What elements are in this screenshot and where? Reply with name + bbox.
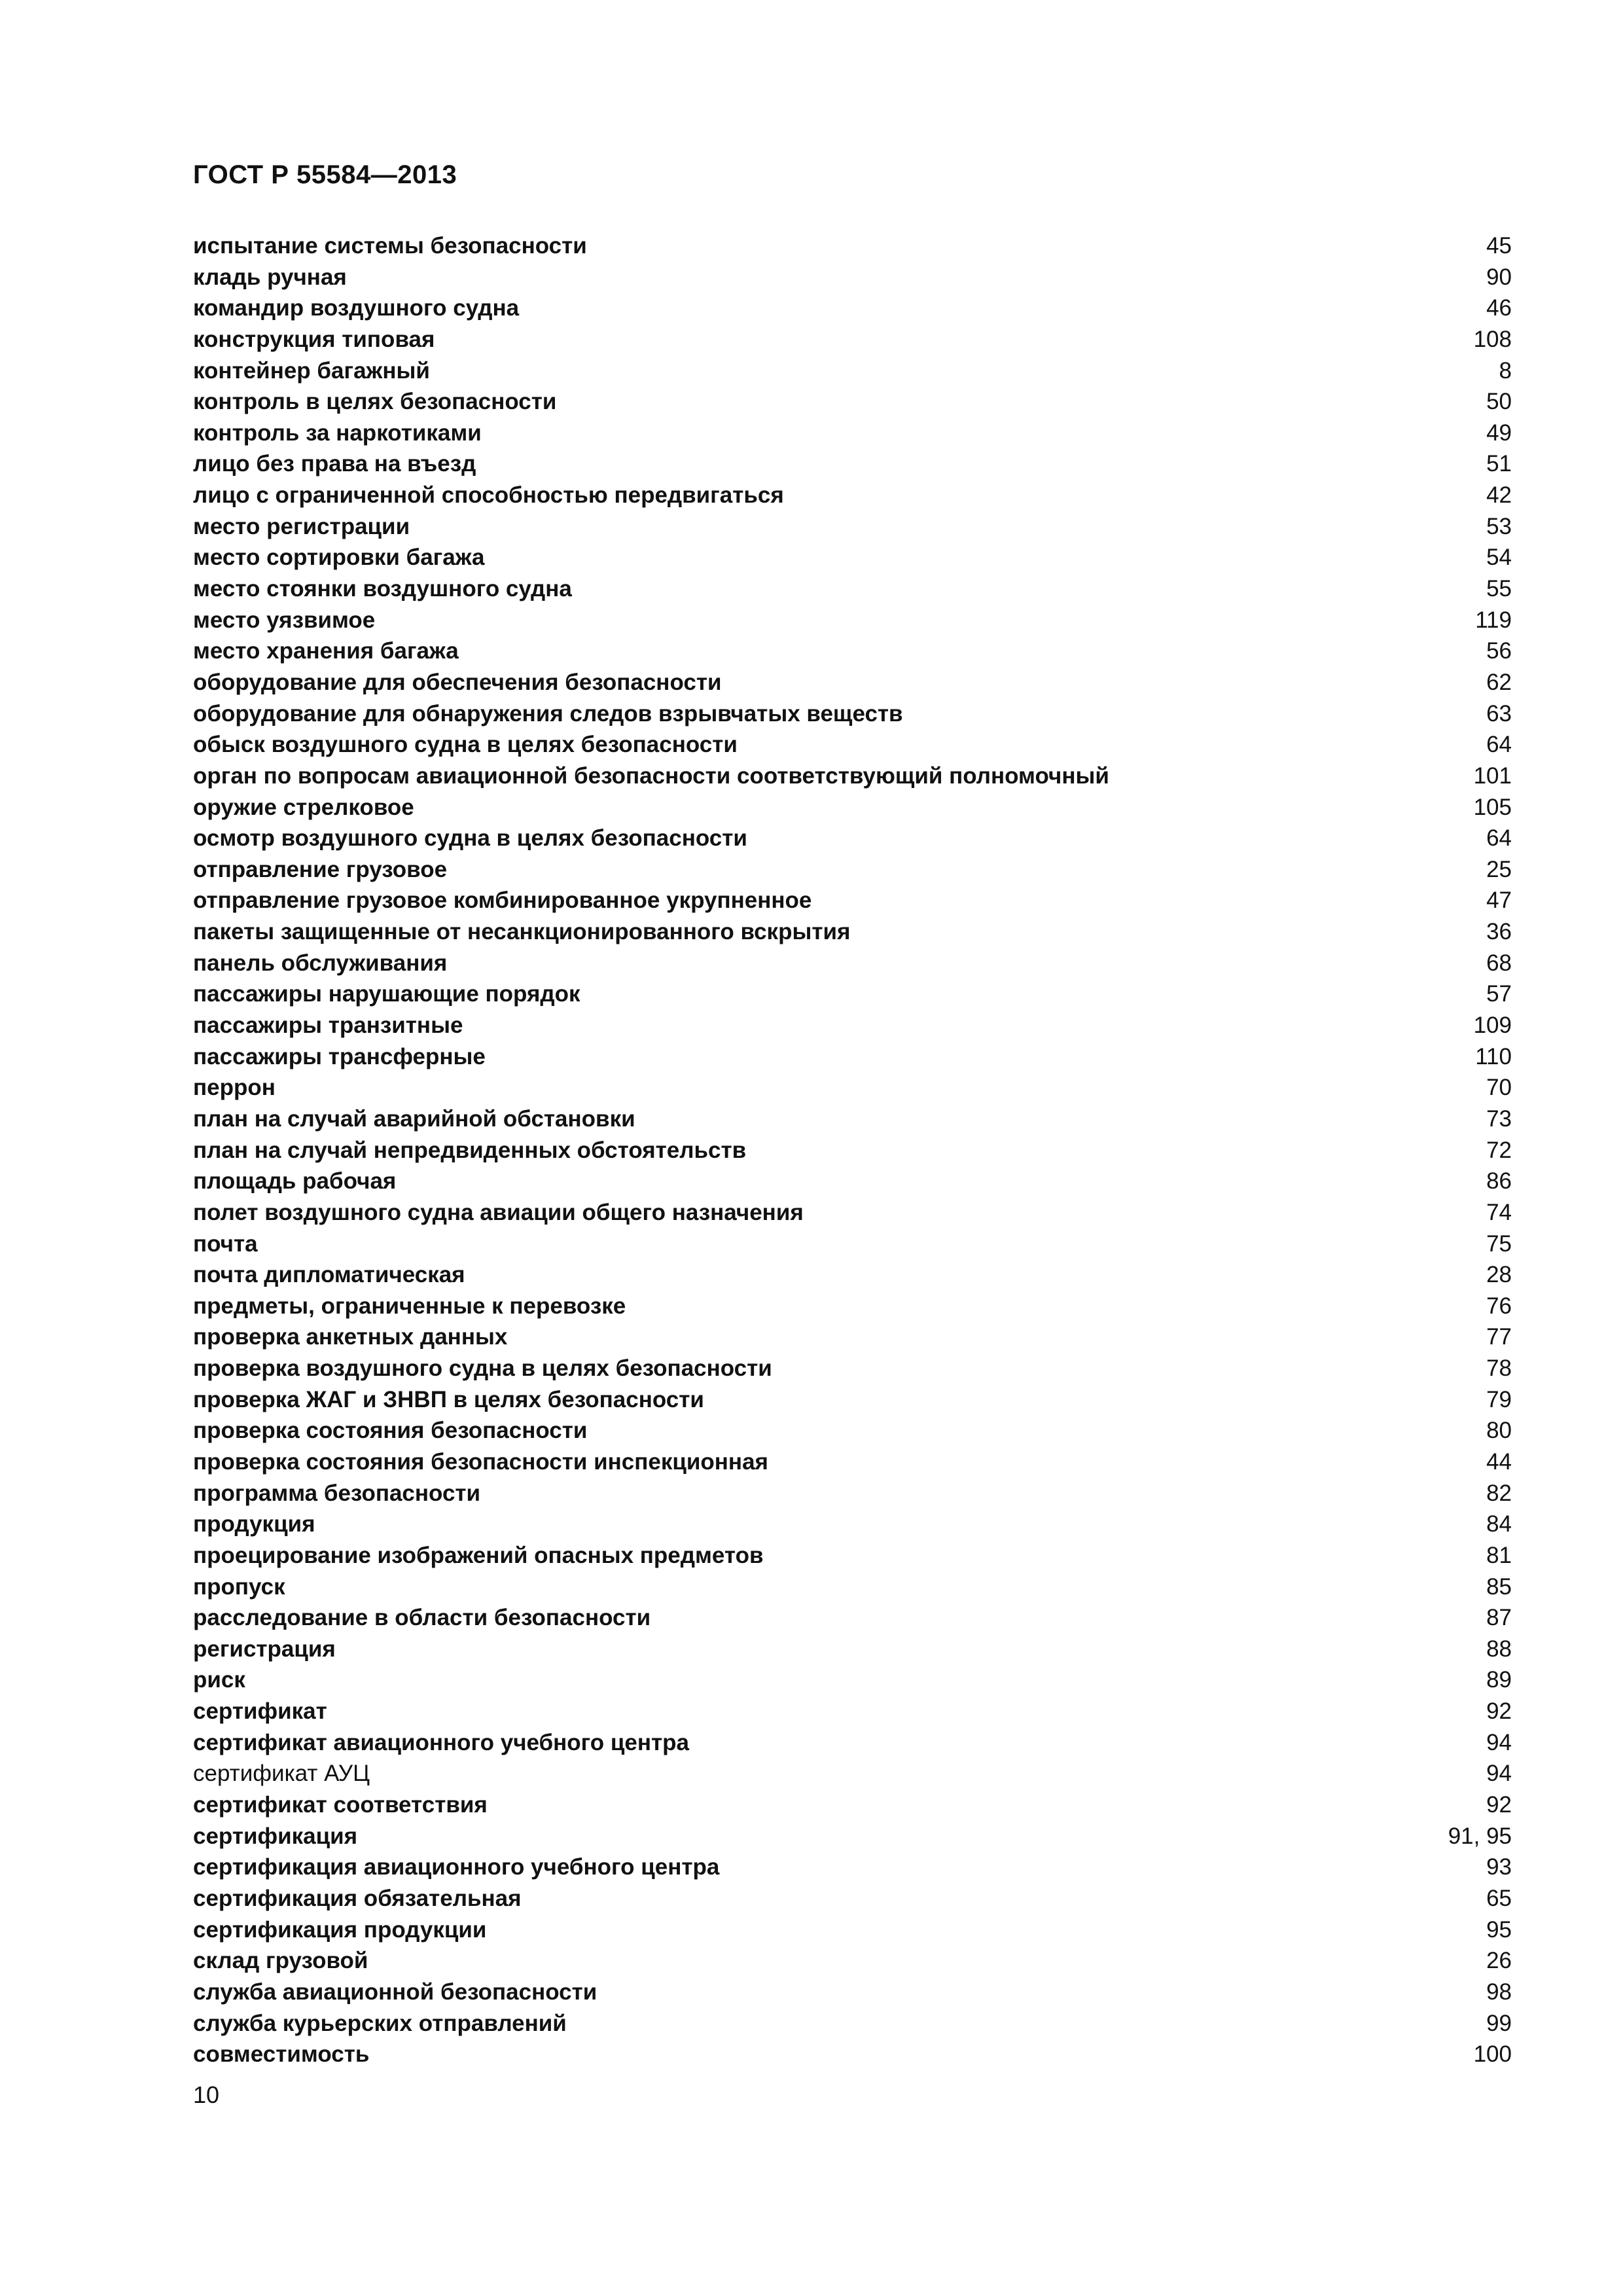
index-term: место уязвимое [193,607,376,633]
index-term: пассажиры нарушающие порядок [193,981,580,1007]
index-term: перрон [193,1075,276,1101]
index-entry [193,1758,1512,1789]
index-reference: 92 [1486,1698,1512,1725]
index-term: орган по вопросам авиационной безопасности соответствующий полномочный [193,762,1109,789]
index-entry [193,792,1512,823]
index-reference: 42 [1486,482,1512,509]
index-reference: 51 [1486,451,1512,477]
index-entry [193,1696,1512,1727]
index-entry [193,1103,1512,1135]
index-term: почта дипломатическая [193,1262,465,1288]
index-reference: 110 [1475,1043,1512,1069]
index-reference: 26 [1486,1948,1512,1974]
index-entry [193,418,1512,449]
index-term: продукция [193,1511,315,1537]
index-entry [193,1259,1512,1291]
index-entry [193,573,1512,605]
index-entry [193,542,1512,573]
index-term: кладь ручная [193,264,347,290]
index-term: командир воздушного судна [193,295,520,321]
index-entry [193,667,1512,698]
index-entry [193,1571,1512,1603]
index-reference: 108 [1473,326,1512,352]
index-reference: 89 [1486,1667,1512,1693]
index-reference: 94 [1486,1761,1512,1787]
index-reference: 36 [1486,919,1512,945]
index-reference: 68 [1486,950,1512,976]
index-entry [193,761,1512,792]
index-entry [193,1664,1512,1696]
index-term: полет воздушного судна авиации общего назначения [193,1199,804,1225]
index-term: проверка ЖАГ и ЗНВП в целях безопасности [193,1386,704,1412]
index-reference: 75 [1486,1230,1512,1257]
index-term: сертификат [193,1698,327,1725]
index-term: пассажиры транзитные [193,1013,463,1039]
index-term: служба курьерских отправлений [193,2010,567,2036]
index-term: место сортировки багажа [193,545,485,571]
index-reference: 74 [1486,1199,1512,1225]
index-term: расследование в области безопасности [193,1605,651,1631]
index-reference: 65 [1486,1885,1512,1911]
index-term: сертификат АУЦ [193,1761,370,1787]
index-reference: 49 [1486,420,1512,446]
index-entry [193,636,1512,667]
index-entry [193,480,1512,511]
index-entry [193,1291,1512,1322]
index-term: сертификация [193,1823,358,1849]
index-reference: 109 [1473,1013,1512,1039]
index-term: сертификация авиационного учебного центра [193,1854,720,1880]
index-term: план на случай аварийной обстановки [193,1105,635,1132]
index-entry [193,1914,1512,1946]
index-entry [193,916,1512,948]
index-term: площадь рабочая [193,1168,397,1194]
index-reference: 73 [1486,1105,1512,1132]
index-term: отправление грузовое [193,856,448,882]
index-reference: 78 [1486,1355,1512,1382]
index-reference: 85 [1486,1573,1512,1600]
index-term: проверка воздушного судна в целях безопасности [193,1355,772,1382]
index-entry [193,978,1512,1010]
index-term: панель обслуживания [193,950,448,976]
index-term: проверка состояния безопасности [193,1418,588,1444]
index-term: осмотр воздушного судна в целях безопасности [193,825,747,852]
index-reference: 80 [1486,1418,1512,1444]
index-entry [193,1509,1512,1540]
index-entry [193,1478,1512,1509]
index-term: предметы, ограниченные к перевозке [193,1293,626,1319]
index-entry [193,1353,1512,1384]
document-header: ГОСТ Р 55584—2013 [193,160,457,189]
index-term: место регистрации [193,513,410,539]
index-reference: 54 [1486,545,1512,571]
index-entry [193,1821,1512,1852]
index-reference: 87 [1486,1605,1512,1631]
index-term: регистрация [193,1636,336,1662]
index-entry [193,355,1512,387]
index-entry [193,293,1512,324]
index-entry [193,1197,1512,1229]
index-reference: 101 [1473,762,1512,789]
index-term: риск [193,1667,245,1693]
index-entry [193,854,1512,886]
index-entry [193,1602,1512,1634]
index-reference: 82 [1486,1480,1512,1506]
index-entry [193,324,1512,355]
index-reference: 56 [1486,638,1512,664]
index-reference: 64 [1486,732,1512,758]
term-index-list [193,230,1512,2070]
index-reference: 47 [1486,888,1512,914]
index-entry [193,1384,1512,1416]
index-term: проверка анкетных данных [193,1324,508,1350]
index-entry [193,1010,1512,1041]
index-term: место стоянки воздушного судна [193,576,572,602]
index-entry [193,1229,1512,1260]
index-entry [193,823,1512,854]
index-entry [193,1883,1512,1914]
index-entry [193,2039,1512,2070]
index-term: план на случай непредвиденных обстоятельств [193,1137,747,1163]
index-reference: 55 [1486,576,1512,602]
index-reference: 93 [1486,1854,1512,1880]
index-entry [193,1727,1512,1759]
index-term: контроль в целях безопасности [193,389,557,415]
index-reference: 46 [1486,295,1512,321]
index-reference: 53 [1486,513,1512,539]
index-reference: 63 [1486,700,1512,726]
index-term: оборудование для обнаружения следов взрывчатых веществ [193,700,903,726]
index-entry [193,448,1512,480]
index-entry [193,698,1512,730]
index-entry [193,230,1512,262]
index-term: проверка состояния безопасности инспекционная [193,1448,768,1475]
index-entry [193,1446,1512,1478]
index-reference: 57 [1486,981,1512,1007]
page-number: 10 [193,2081,220,2108]
index-reference: 86 [1486,1168,1512,1194]
index-term: конструкция типовая [193,326,435,352]
index-reference: 64 [1486,825,1512,852]
index-entry [193,1789,1512,1821]
index-term: служба авиационной безопасности [193,1979,597,2005]
index-term: контроль за наркотиками [193,420,482,446]
index-reference: 76 [1486,1293,1512,1319]
index-reference: 95 [1486,1916,1512,1943]
index-term: почта [193,1230,258,1257]
index-reference: 100 [1473,2041,1512,2068]
index-term: обыск воздушного судна в целях безопасности [193,732,738,758]
index-term: программа безопасности [193,1480,481,1506]
index-entry [193,386,1512,418]
index-entry [193,1852,1512,1883]
index-entry [193,1977,1512,2008]
index-reference: 98 [1486,1979,1512,2005]
index-reference: 62 [1486,669,1512,695]
index-entry [193,2008,1512,2039]
index-reference: 70 [1486,1075,1512,1101]
index-reference: 91, 95 [1448,1823,1512,1849]
index-term: пропуск [193,1573,285,1600]
index-term: контейнер багажный [193,357,430,384]
index-reference: 44 [1486,1448,1512,1475]
index-entry [193,511,1512,543]
index-term: место хранения багажа [193,638,459,664]
index-reference: 77 [1486,1324,1512,1350]
index-term: испытание системы безопасности [193,233,587,259]
index-reference: 28 [1486,1262,1512,1288]
index-entry [193,1634,1512,1665]
index-reference: 105 [1473,794,1512,820]
index-entry [193,262,1512,293]
index-reference: 81 [1486,1542,1512,1568]
index-term: сертификация продукции [193,1916,487,1943]
index-term: пакеты защищенные от несанкционированного вскрытия [193,919,851,945]
index-reference: 84 [1486,1511,1512,1537]
index-entry [193,1166,1512,1197]
index-term: оружие стрелковое [193,794,414,820]
index-term: оборудование для обеспечения безопасности [193,669,722,695]
index-reference: 25 [1486,856,1512,882]
index-entry [193,1321,1512,1353]
index-entry [193,605,1512,636]
index-entry [193,1072,1512,1103]
index-term: лицо без права на въезд [193,451,476,477]
index-entry [193,1415,1512,1446]
index-reference: 50 [1486,389,1512,415]
index-term: сертификация обязательная [193,1885,522,1911]
index-reference: 99 [1486,2010,1512,2036]
index-entry [193,1041,1512,1073]
index-entry [193,1945,1512,1977]
index-term: сертификат соответствия [193,1792,488,1818]
index-entry [193,1540,1512,1571]
index-reference: 72 [1486,1137,1512,1163]
index-entry [193,885,1512,916]
index-entry [193,1135,1512,1166]
index-term: пассажиры трансферные [193,1043,486,1069]
index-term: совместимость [193,2041,370,2068]
index-reference: 88 [1486,1636,1512,1662]
index-reference: 8 [1499,357,1512,384]
index-entry [193,729,1512,761]
index-term: отправление грузовое комбинированное укрупненное [193,888,812,914]
index-reference: 90 [1486,264,1512,290]
index-term: сертификат авиационного учебного центра [193,1729,690,1755]
index-term: склад грузовой [193,1948,368,1974]
index-reference: 79 [1486,1386,1512,1412]
index-reference: 119 [1475,607,1512,633]
index-reference: 94 [1486,1729,1512,1755]
index-reference: 45 [1486,233,1512,259]
index-reference: 92 [1486,1792,1512,1818]
index-term: лицо с ограниченной способностью передвигаться [193,482,784,509]
index-term: проецирование изображений опасных предметов [193,1542,764,1568]
index-entry [193,948,1512,979]
